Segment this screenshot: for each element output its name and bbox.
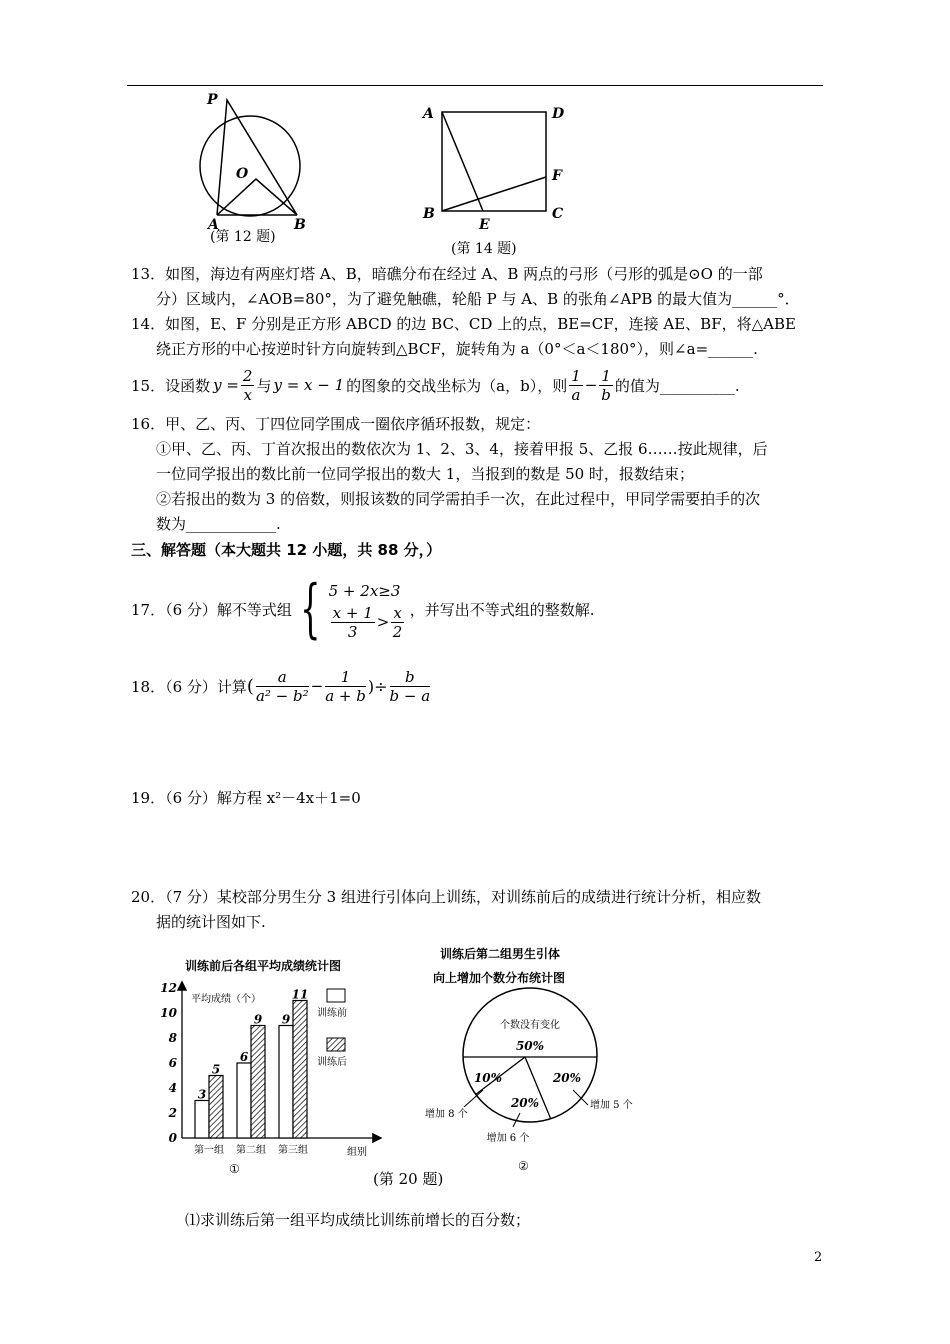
- q18-f2-den: a + b: [325, 686, 366, 705]
- q17-ineq2: [329, 604, 406, 641]
- legend-swatch-after: [327, 1038, 345, 1051]
- q15-fraction-1-over-b: [599, 367, 613, 404]
- pie-chart-figure-mark: ②: [518, 1159, 529, 1173]
- bar-chart-figure-mark: ①: [229, 1162, 240, 1175]
- pie-outer-label: 增加 8 个: [425, 1109, 468, 1120]
- bar-before: [279, 1026, 293, 1139]
- pie-chart-title-line1: 训练后第二组男生引体: [440, 947, 561, 961]
- q17-suffix: ，并写出不等式组的整数解.: [409, 600, 595, 619]
- fig14-label-f: F: [552, 168, 562, 184]
- q17-prefix: 17．（6 分）解不等式组: [131, 600, 292, 619]
- q18-f3-den: b − a: [389, 686, 431, 705]
- q17-gt: >: [376, 613, 390, 631]
- question-17: [131, 565, 595, 653]
- bar-after: [251, 1026, 265, 1139]
- y-tick-label: 0: [168, 1131, 177, 1145]
- fig12-label-p: P: [207, 92, 218, 108]
- legend-label-before: 训练前: [317, 1008, 347, 1019]
- q15-mid2: 的图象的交战坐标为（a，b），则: [346, 376, 568, 395]
- x-category-label: 第三组: [278, 1145, 308, 1156]
- q15-f3-num: 1: [601, 366, 611, 385]
- q15-fraction-1-over-a: [569, 367, 583, 404]
- fig14-label-d: D: [552, 106, 565, 122]
- pie-slice-pct: 10%: [473, 1071, 503, 1085]
- page-number: 2: [814, 1250, 823, 1265]
- y-tick-label: 4: [168, 1081, 177, 1095]
- q18-f1-den: a² − b²: [255, 686, 309, 705]
- bar-after: [293, 1001, 307, 1139]
- q17-f-num: x + 1: [332, 603, 373, 622]
- question-20-caption: (第 20 题): [373, 1170, 444, 1188]
- pie-slice-label: 个数没有变化: [500, 1020, 560, 1031]
- q15-f2-num: 1: [571, 366, 581, 385]
- q15-suffix: 的值为__________.: [614, 376, 740, 395]
- bar-value-label: 5: [211, 1062, 221, 1077]
- bar-chart: [155, 955, 395, 1175]
- question-16-line4: ②若报出的数为 3 的倍数，则报该数的同学需拍手一次，在此过程中，甲同学需要拍手的次: [156, 490, 761, 508]
- q18-f3-num: b: [390, 668, 431, 687]
- q15-f2-den: a: [571, 385, 581, 404]
- q15-y1: y =: [213, 376, 239, 394]
- top-rule: [127, 85, 823, 86]
- q17-f2-num: x: [393, 603, 402, 622]
- bar-before: [195, 1101, 209, 1139]
- fig12-circle: [200, 116, 300, 216]
- q15-minus: −: [584, 376, 598, 394]
- question-20-line1: 20．（7 分）某校部分男生分 3 组进行引体向上训练，对训练前后的成绩进行统计分析，相应数: [131, 888, 761, 906]
- figure-12: [190, 88, 320, 248]
- question-18: [131, 663, 432, 709]
- legend-label-after: 训练后: [317, 1057, 347, 1068]
- q18-minus: −: [310, 677, 324, 695]
- q15-mid1: 与: [256, 376, 272, 395]
- pie-outer-label: 增加 6 个: [486, 1133, 530, 1144]
- bar-value-label: 9: [253, 1012, 263, 1027]
- legend-swatch-before: [327, 989, 345, 1002]
- question-15: [131, 363, 740, 407]
- x-category-label: 第二组: [236, 1145, 266, 1156]
- fig14-label-c: C: [552, 206, 564, 222]
- q18-frac2: [325, 668, 366, 705]
- question-16-line1: 16．甲、乙、丙、丁四位同学围成一圈依序循环报数，规定：: [131, 415, 541, 433]
- q18-rparen-div: )÷: [367, 676, 388, 696]
- y-tick-label: 2: [168, 1106, 177, 1120]
- q17-brace: {: [300, 572, 321, 646]
- question-20-line2: 据的统计图如下.: [156, 913, 266, 931]
- q18-prefix: 18．（6 分）计算: [131, 677, 247, 696]
- pie-slice-pct: 20%: [510, 1096, 540, 1110]
- fig12-angle-aob: [217, 179, 297, 215]
- fig14-caption: (第 14 题): [451, 241, 517, 257]
- bar-chart-xlabel: 组别: [347, 1147, 367, 1158]
- q15-f1-den: x: [243, 385, 252, 404]
- bar-value-label: 3: [197, 1087, 207, 1102]
- fig14-label-e: E: [479, 217, 490, 233]
- fig14-label-b: B: [423, 206, 435, 222]
- question-16-line3: 一位同学报出的数比前一位同学报出的数大 1，当报到的数是 50 时，报数结束；: [156, 465, 694, 483]
- fig14-segment-bf: [442, 177, 546, 211]
- pie-slice-pct: 20%: [552, 1071, 582, 1085]
- question-16-line5: 数为____________.: [156, 515, 281, 533]
- bar-after: [209, 1076, 223, 1139]
- q15-prefix: 15．设函数: [131, 376, 211, 395]
- q17-f-den: 3: [347, 622, 358, 641]
- q18-lparen: (: [246, 675, 254, 697]
- bar-chart-title: 训练前后各组平均成绩统计图: [185, 959, 342, 973]
- y-tick-label: 12: [160, 981, 177, 995]
- bar-value-label: 11: [291, 987, 309, 1002]
- question-14-line2: 绕正方形的中心按逆时针方向旋转到△BCF，旋转角为 a（0°＜a＜180°），则∠a=______.: [156, 340, 758, 358]
- question-20-sub1: ⑴求训练后第一组平均成绩比训练前增长的百分数；: [185, 1211, 531, 1229]
- question-13-line2: 分）区域内，∠AOB=80°，为了避免触礁，轮船 P 与 A、B 的张角∠APB 的最大值为______°．: [156, 290, 800, 308]
- fig12-label-b: B: [294, 217, 306, 233]
- bar-before: [237, 1063, 251, 1138]
- q15-eq2: y = x − 1: [273, 376, 345, 394]
- question-14-line1: 14．如图，E、F 分别是正方形 ABCD 的边 BC、CD 上的点，BE=CF，连接 AE、BF，将△ABE: [131, 315, 796, 333]
- pie-slice-pct: 50%: [515, 1039, 545, 1053]
- fig12-label-a: A: [208, 217, 219, 233]
- x-category-label: 第一组: [194, 1145, 224, 1156]
- q18-frac1: [256, 668, 309, 705]
- y-tick-label: 8: [168, 1031, 177, 1045]
- q18-f2-num: 1: [325, 668, 366, 687]
- question-19: 19．（6 分）解方程 x²－4x＋1=0: [131, 789, 361, 807]
- y-tick-label: 10: [160, 1006, 177, 1020]
- question-16-line2: ①甲、乙、丙、丁首次报出的数依次为 1、2、3、4，接着甲报 5、乙报 6……按此规律，后: [156, 440, 768, 458]
- bar-value-label: 9: [281, 1012, 291, 1027]
- question-13-line1: 13．如图，海边有两座灯塔 A、B，暗礁分布在经过 A、B 两点的弓形（弓形的弧是⊙O 的一部: [131, 265, 763, 283]
- q17-frac-right: [391, 604, 403, 641]
- pie-outer-label: 增加 5 个: [590, 1100, 633, 1111]
- q17-system: [329, 578, 406, 641]
- q18-frac3: [390, 668, 431, 705]
- q18-f1-num: a: [256, 668, 309, 687]
- q17-frac-left: [331, 604, 375, 641]
- pie-chart: [395, 940, 665, 1175]
- figure-14: [415, 100, 575, 258]
- pie-chart-title-line2: 向上增加个数分布统计图: [433, 971, 566, 985]
- q17-f2-den: 2: [392, 622, 403, 641]
- bar-chart-ylabel: 平均成绩（个）: [191, 994, 261, 1005]
- q15-f1-num: 2: [242, 366, 253, 385]
- fig12-caption: (第 12 题): [210, 229, 276, 245]
- fig14-square: [442, 112, 546, 211]
- fig14-label-a: A: [423, 106, 434, 122]
- section-3-heading: 三、解答题（本大题共 12 小题，共 88 分，）: [131, 541, 442, 559]
- fig12-label-o: O: [236, 166, 249, 182]
- q15-fraction-2-over-x: [241, 367, 255, 404]
- bar-value-label: 6: [239, 1050, 249, 1064]
- y-tick-label: 6: [168, 1056, 177, 1070]
- q17-ineq1: 5 + 2x≥3: [328, 581, 401, 600]
- q15-f3-den: b: [601, 385, 611, 404]
- fig14-segment-ae: [442, 112, 483, 211]
